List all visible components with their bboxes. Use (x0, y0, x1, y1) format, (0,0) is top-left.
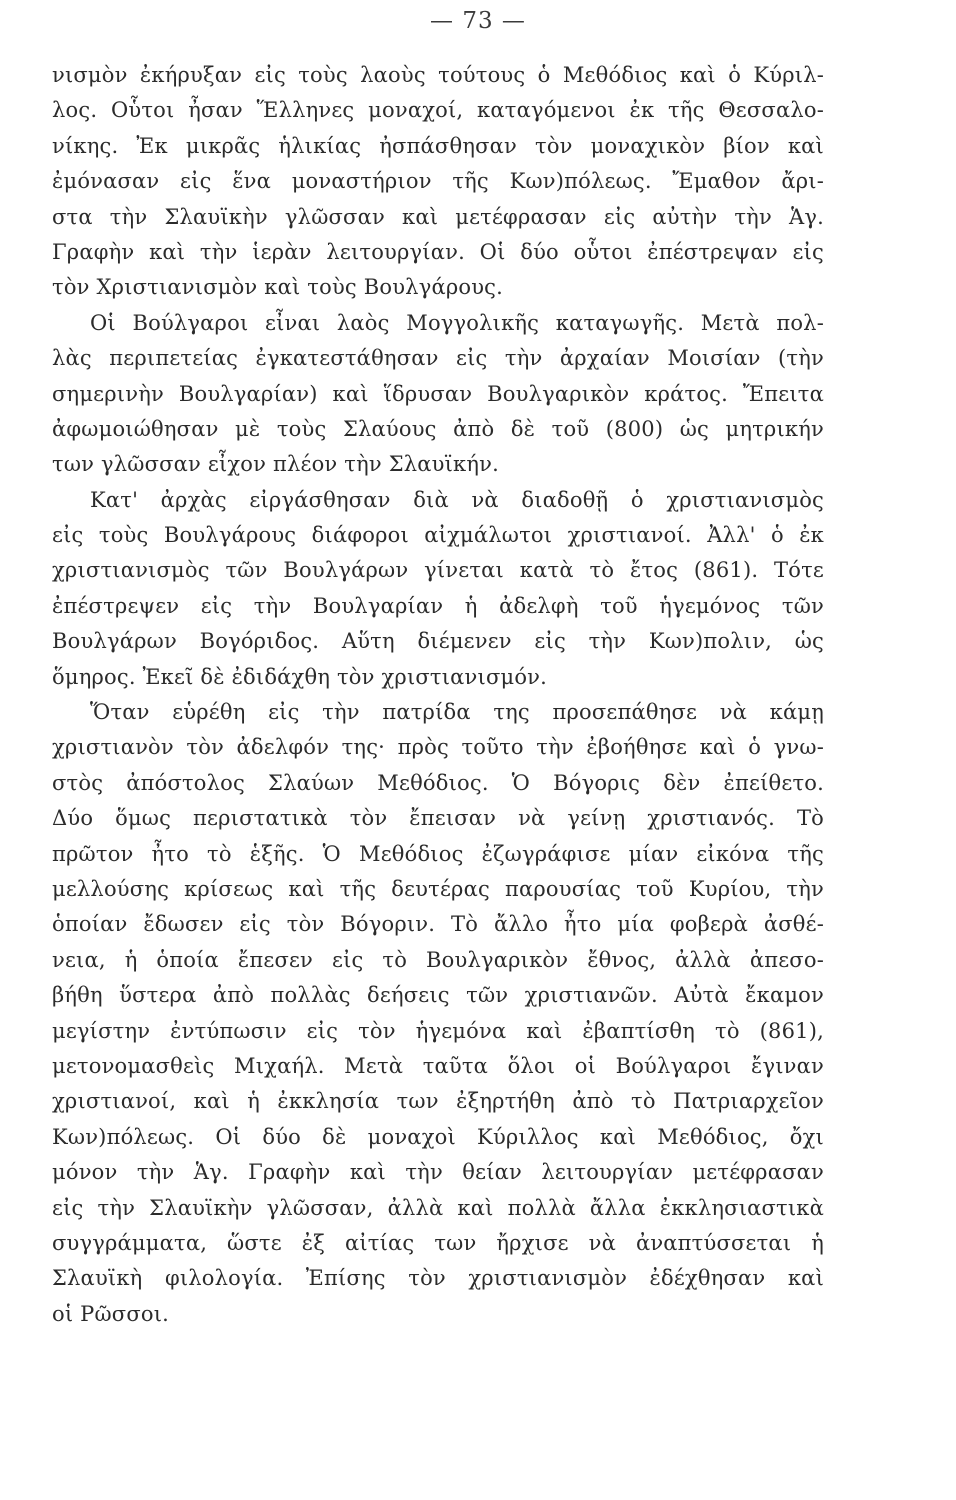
text-line: μετονομασθεὶς Μιχαήλ. Μετὰ ταῦτα ὅλοι οἱ Βούλγαροι ἔγιναν (52, 1053, 824, 1078)
body-text (52, 58, 824, 1332)
text-line: συγγράμματα, ὥστε ἐξ αἰτίας των ἤρχισε νὰ ἀναπτύσσεται ἡ (52, 1230, 824, 1255)
text-line: Οἱ Βούλγαροι εἶναι λαὸς Μογγολικῆς καταγωγῆς. Μετὰ πολ- (90, 310, 824, 335)
text-line: Δύο ὅμως περιστατικὰ τὸν ἔπεισαν νὰ γείνῃ χριστιανός. Τὸ (52, 806, 824, 831)
text-line: οἱ Ρῶσσοι. (52, 1301, 170, 1326)
text-line: ὅμηρος. Ἐκεῖ δὲ ἐδιδάχθη τὸν χριστιανισμόν. (52, 664, 548, 689)
text-line: τὸν Χριστιανισμὸν καὶ τοὺς Βουλγάρους. (52, 275, 504, 300)
text-line: στὸς ἀπόστολος Σλαύων Μεθόδιος. Ὁ Βόγορις δὲν ἐπείθετο. (52, 770, 824, 795)
text-line: Σλαυϊκὴ φιλολογία. Ἐπίσης τὸν χριστιανισμὸν ἐδέχθησαν καὶ (52, 1266, 824, 1291)
text-line: μεγίστην ἐντύπωσιν εἰς τὸν ἡγεμόνα καὶ ἐβαπτίσθη τὸ (861), (52, 1018, 824, 1043)
text-line: εἰς τὴν Σλαυϊκὴν γλῶσσαν, ἀλλὰ καὶ πολλὰ ἄλλα ἐκκλησιαστικὰ (52, 1195, 824, 1220)
text-line: Γραφὴν καὶ τὴν ἱερὰν λειτουργίαν. Οἱ δύο οὗτοι ἐπέστρεψαν εἰς (52, 239, 824, 264)
text-line: ἀφωμοιώθησαν μὲ τοὺς Σλαύους ἀπὸ δὲ τοῦ (800) ὡς μητρικήν (52, 416, 824, 441)
text-line: μελλούσης κρίσεως καὶ τῆς δευτέρας παρουσίας τοῦ Κυρίου, τὴν (52, 876, 824, 901)
text-line: ἐμόνασαν εἰς ἕνα μοναστήριον τῆς Κων)πόλεως. Ἔμαθον ἄρι- (52, 169, 824, 194)
text-line: Κων)πόλεως. Οἱ δύο δὲ μοναχοὶ Κύριλλος καὶ Μεθόδιος, ὄχι (52, 1124, 824, 1149)
text-line: των γλῶσσαν εἶχον πλέον τὴν Σλαυϊκήν. (52, 452, 499, 477)
text-line: βήθη ὕστερα ἀπὸ πολλὰς δεήσεις τῶν χριστιανῶν. Αὐτὰ ἔκαμον (52, 983, 824, 1008)
text-line: πρῶτον ἦτο τὸ ἑξῆς. Ὁ Μεθόδιος ἐζωγράφισε μίαν εἰκόνα τῆς (52, 841, 824, 866)
text-line: ὁποίαν ἔδωσεν εἰς τὸν Βόγοριν. Τὸ ἄλλο ἦτο μία φοβερὰ ἀσθέ- (52, 912, 824, 937)
text-line: στα τὴν Σλαυϊκὴν γλῶσσαν καὶ μετέφρασαν εἰς αὐτὴν τὴν Ἁγ. (52, 204, 824, 229)
text-line: Κατ' ἀρχὰς εἰργάσθησαν διὰ νὰ διαδοθῇ ὁ χριστιανισμὸς (90, 487, 824, 512)
text-line: νεια, ἡ ὁποία ἔπεσεν εἰς τὸ Βουλγαρικὸν ἔθνος, ἀλλὰ ἀπεσο- (52, 947, 824, 972)
text-line: χριστιανοί, καὶ ἡ ἐκκλησία των ἐξηρτήθη ἀπὸ τὸ Πατριαρχεῖον (52, 1089, 824, 1114)
text-line: Ὅταν εὑρέθη εἰς τὴν πατρίδα της προσεπάθησε νὰ κάμῃ (90, 700, 824, 725)
text-line: λὰς περιπετείας ἐγκατεστάθησαν εἰς τὴν ἀρχαίαν Μοισίαν (τὴν (52, 346, 824, 371)
text-line: Βουλγάρων Βογόριδος. Αὕτη διέμενεν εἰς τὴν Κων)πολιν, ὡς (52, 629, 824, 654)
text-line: νίκης. Ἐκ μικρᾶς ἡλικίας ἠσπάσθησαν τὸν μοναχικὸν βίον καὶ (52, 133, 824, 158)
text-line: χριστιανισμὸς τῶν Βουλγάρων γίνεται κατὰ τὸ ἔτος (861). Τότε (52, 558, 824, 583)
text-line: χριστιανὸν τὸν ἀδελφόν της· πρὸς τοῦτο τὴν ἐβοήθησε καὶ ὁ γνω- (52, 735, 824, 760)
text-line: μόνον τὴν Ἁγ. Γραφὴν καὶ τὴν θείαν λειτουργίαν μετέφρασαν (52, 1160, 824, 1185)
text-line: λος. Οὗτοι ἦσαν Ἕλληνες μοναχοί, καταγόμενοι ἐκ τῆς Θεσσαλο- (52, 98, 824, 123)
text-line: σημερινὴν Βουλγαρίαν) καὶ ἵδρυσαν Βουλγαρικὸν κράτος. Ἔπειτα (52, 381, 824, 406)
text-line: ἐπέστρεψεν εἰς τὴν Βουλγαρίαν ἡ ἀδελφὴ τοῦ ἡγεμόνος τῶν (52, 593, 824, 618)
text-line: εἰς τοὺς Βουλγάρους διάφοροι αἰχμάλωτοι χριστιανοί. Ἀλλ' ὁ ἐκ (52, 523, 824, 548)
page-number: — 73 — (430, 8, 526, 34)
text-line: νισμὸν ἐκήρυξαν εἰς τοὺς λαοὺς τούτους ὁ Μεθόδιος καὶ ὁ Κύριλ- (52, 63, 824, 87)
